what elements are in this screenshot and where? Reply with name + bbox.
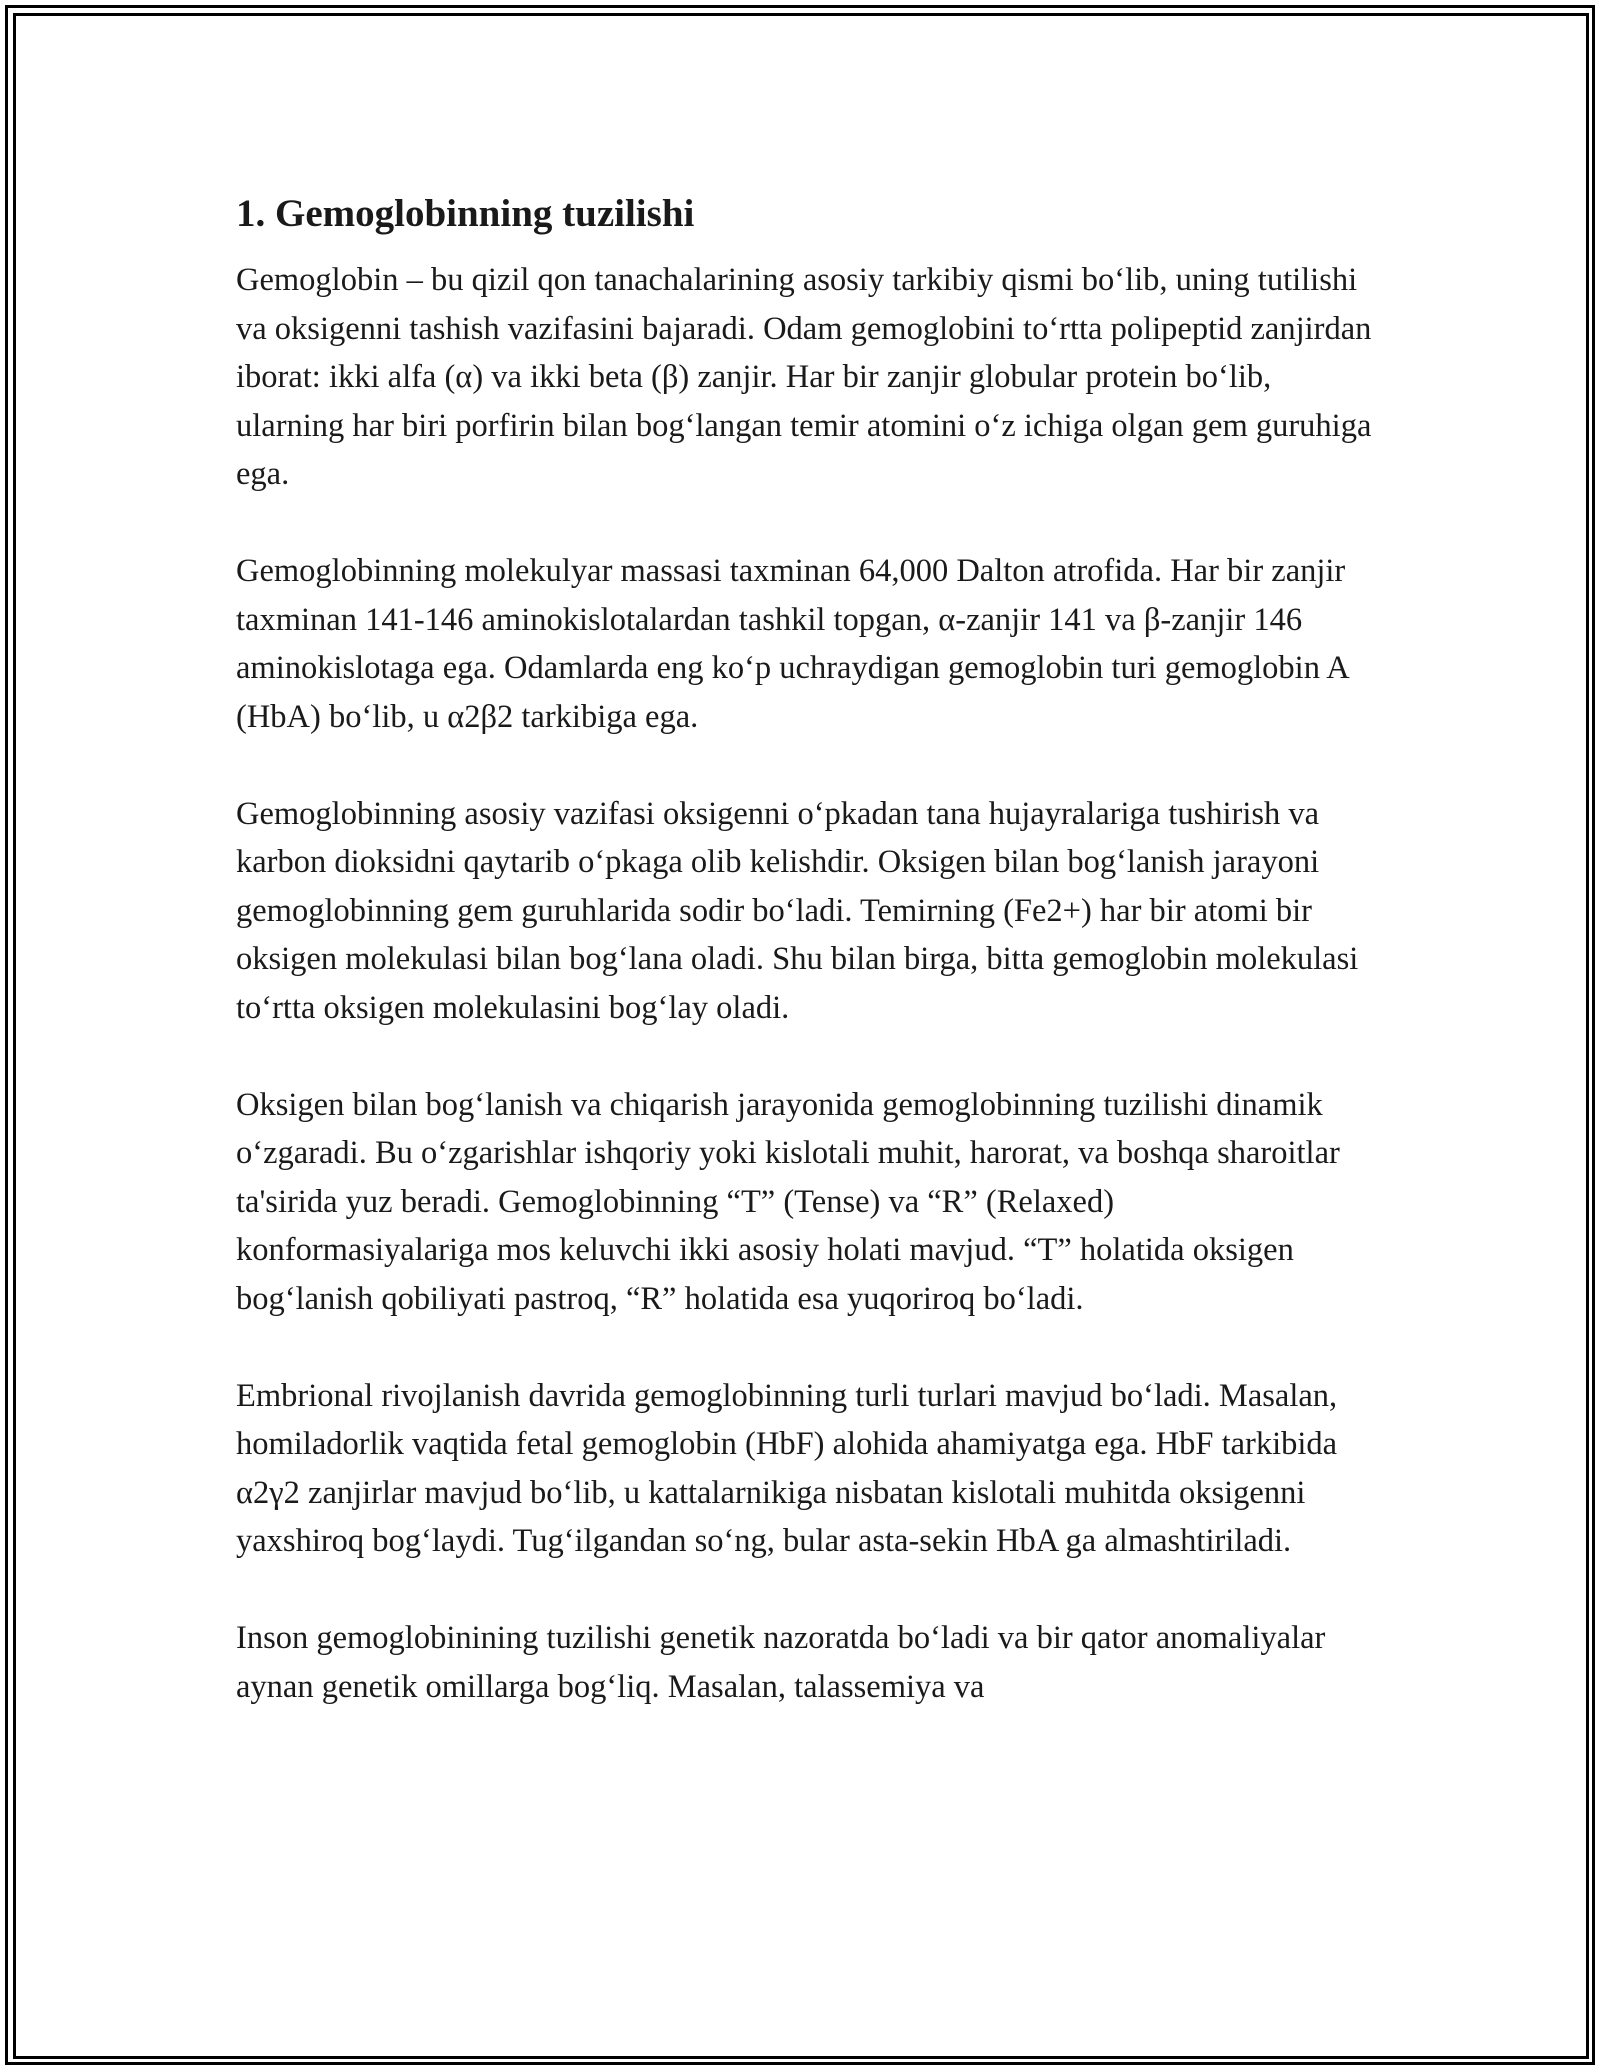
paragraph-6: Inson gemoglobinining tuzilishi genetik nazoratda bo‘ladi va bir qator anomaliyalar aynan genetik omillarga bog‘liq. Masalan, talassemiya va	[236, 1620, 1326, 1705]
section-heading: 1. Gemoglobinning tuzilishi	[236, 192, 695, 235]
paragraph-1: Gemoglobin – bu qizil qon tanachalarining asosiy tarkibiy qismi bo‘lib, uning tutilishi va oksigenni tashish vazifasini bajaradi. Odam gemoglobini to‘rtta polipeptid zanjirdan iborat: ikki alfa (α) va ikki beta (β) zanjir. Har bir zanjir globular protein bo‘lib, ularning har biri porfirin bilan bog‘langan temir atomini o‘z ichiga olgan gem guruhiga ega.	[236, 262, 1372, 492]
paragraph-4: Oksigen bilan bog‘lanish va chiqarish jarayonida gemoglobinning tuzilishi dinamik o‘zgaradi. Bu o‘zgarishlar ishqoriy yoki kislotali muhit, harorat, va boshqa sharoitlar ta'sirida yuz beradi. Gemoglobinning “T” (Tense) va “R” (Relaxed) konformasiyalariga mos keluvchi ikki asosiy holati mavjud. “T” holatida oksigen bog‘lanish qobiliyati pastroq, “R” holatida esa yuqoriroq bo‘ladi.	[236, 1086, 1340, 1317]
document-body	[236, 188, 1372, 1760]
paragraph-5: Embrional rivojlanish davrida gemoglobinning turli turlari mavjud bo‘ladi. Masalan, homiladorlik vaqtida fetal gemoglobin (HbF) alohida ahamiyatga ega. HbF tarkibida α2γ2 zanjirlar mavjud bo‘lib, u kattalarnikiga nisbatan kislotali muhitda oksigenni yaxshiroq bog‘laydi. Tug‘ilgandan so‘ng, bular asta-sekin HbA ga almashtiriladi.	[236, 1377, 1338, 1559]
paragraph-2: Gemoglobinning molekulyar massasi taxminan 64,000 Dalton atrofida. Har bir zanjir taxminan 141-146 aminokislotalardan tashkil topgan, α-zanjir 141 va β-zanjir 146 aminokislotaga ega. Odamlarda eng ko‘p uchraydigan gemoglobin turi gemoglobin A (HbA) bo‘lib, u α2β2 tarkibiga ega.	[236, 553, 1348, 735]
paragraph-3: Gemoglobinning asosiy vazifasi oksigenni o‘pkadan tana hujayralariga tushirish va karbon dioksidni qaytarib o‘pkaga olib kelishdir. Oksigen bilan bog‘lanish jarayoni gemoglobinning gem guruhlarida sodir bo‘ladi. Temirning (Fe2+) har bir atomi bir oksigen molekulasi bilan bog‘lana oladi. Shu bilan birga, bitta gemoglobin molekulasi to‘rtta oksigen molekulasini bog‘lay oladi.	[236, 795, 1359, 1026]
